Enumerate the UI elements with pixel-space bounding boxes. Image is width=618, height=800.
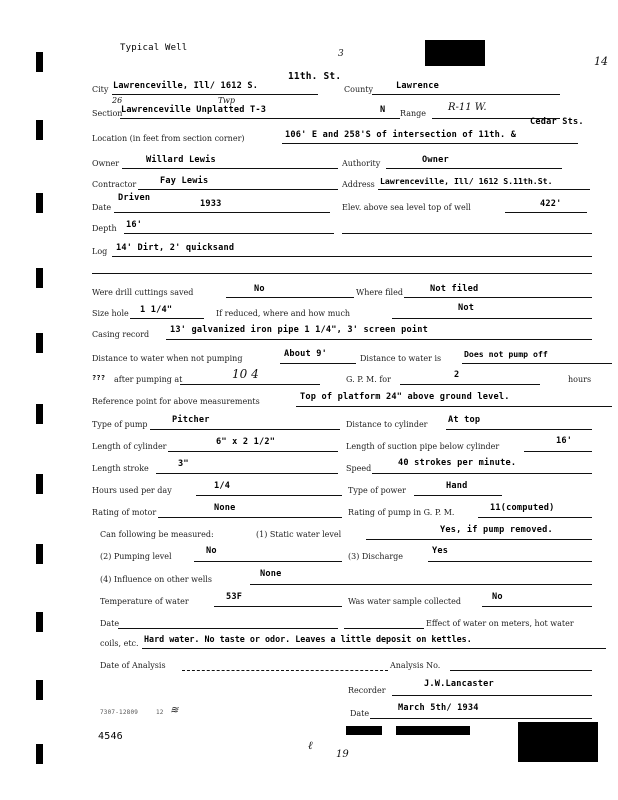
coils-label: coils, etc.: [100, 639, 139, 648]
city-value: Lawrenceville, Ill/ 1612 S.: [113, 81, 259, 91]
influence-label: (4) Influence on other wells: [100, 575, 212, 584]
pump-type-value: Pitcher: [172, 415, 210, 425]
cylinder-length-label: Length of cylinder: [92, 442, 167, 451]
dist-cylinder-value: At top: [448, 415, 481, 425]
redaction-block: [425, 40, 485, 66]
reduced-label: If reduced, where and how much: [216, 309, 351, 318]
dist-pumping-label: Distance to water is: [360, 354, 442, 363]
casing-value: 13' galvanized iron pipe 1 1/4", 3' screen point: [170, 325, 428, 335]
motor-rating-value: None: [214, 503, 236, 513]
section-n: N: [380, 105, 386, 115]
location-value: 106' E and 258'S of intersection of 11th. &: [285, 130, 517, 140]
temperature-value: 53F: [226, 592, 243, 602]
range-label: Range: [400, 109, 426, 118]
log-value: 14' Dirt, 2' quicksand: [116, 243, 235, 253]
section-handwritten: 26: [112, 96, 123, 105]
footer-handwritten: 19: [336, 749, 349, 760]
cylinder-length-value: 6" x 2 1/2": [216, 437, 276, 447]
gpm-label: G. P. M. for: [346, 375, 391, 384]
gpm-value: 2: [454, 370, 460, 380]
handwritten-page-number: 14: [594, 55, 608, 68]
margin-mark: [36, 52, 43, 72]
margin-mark: [36, 333, 43, 353]
discharge-value: Yes: [432, 546, 449, 556]
county-value: Lawrence: [396, 81, 439, 91]
speed-value: 40 strokes per minute.: [398, 458, 517, 468]
recorder-value: J.W.Lancaster: [424, 679, 494, 689]
cuttings-label: Were drill cuttings saved: [92, 288, 194, 297]
margin-mark: [36, 612, 43, 632]
static-level-value: Yes, if pump removed.: [440, 525, 553, 535]
hours-label: hours: [568, 375, 592, 384]
contractor-label: Contractor: [92, 180, 137, 189]
margin-mark: [36, 120, 43, 140]
authority-label: Authority: [342, 159, 381, 168]
pumping-level-label: (2) Pumping level: [100, 552, 172, 561]
margin-mark: [36, 474, 43, 494]
margin-mark: [36, 544, 43, 564]
power-type-label: Type of power: [348, 486, 406, 495]
location-extra: Cedar Sts.: [530, 117, 584, 127]
temperature-label: Temperature of water: [100, 597, 189, 606]
static-level-label: (1) Static water level: [256, 530, 342, 539]
pumping-level-value: No: [206, 546, 217, 556]
margin-mark: [36, 268, 43, 288]
measured-label: Can following be measured:: [100, 530, 214, 539]
address-label: Address: [342, 180, 375, 189]
dist-cylinder-label: Distance to cylinder: [346, 420, 428, 429]
final-date-label: Date: [350, 709, 370, 718]
sample-label: Was water sample collected: [348, 597, 461, 606]
analysis-date-label: Date of Analysis: [100, 661, 166, 670]
section-label: Section: [92, 109, 123, 118]
margin-mark: [36, 193, 43, 213]
sample-value: No: [492, 592, 503, 602]
coils-value: Hard water. No taste or odor. Leaves a little deposit on kettles.: [144, 634, 472, 644]
hours-per-day-label: Hours used per day: [92, 486, 172, 495]
filed-value: Not filed: [430, 284, 479, 294]
handwritten-mark: 3: [338, 49, 344, 59]
form-title: Typical Well: [120, 43, 188, 53]
date-value: 1933: [200, 199, 222, 209]
log-label: Log: [92, 247, 108, 256]
twp-handwritten: Twp: [218, 96, 236, 105]
address-value: Lawrenceville, Ill/ 1612 S.11th.St.: [380, 176, 553, 186]
city-label: City: [92, 85, 109, 94]
record-number: 4546: [98, 731, 123, 742]
recorder-label: Recorder: [348, 686, 386, 695]
effect-label: Effect of water on meters, hot water: [426, 619, 574, 628]
analysis-number-label: Analysis No.: [390, 661, 441, 670]
elevation-value: 422': [540, 199, 562, 209]
footer-tick-icon: ℓ: [308, 739, 313, 752]
date-label: Date: [92, 203, 112, 212]
after-prefix: ???: [92, 374, 106, 382]
redaction-block: [396, 726, 470, 735]
depth-value: 16': [126, 220, 143, 230]
hours-per-day-value: 1/4: [214, 481, 231, 491]
owner-value: Willard Lewis: [146, 155, 216, 165]
size-value: 1 1/4": [140, 305, 173, 315]
dist-not-pumping-label: Distance to water when not pumping: [92, 354, 243, 363]
street-value: 11th. St.: [288, 71, 342, 82]
dist-not-pumping-value: About 9': [284, 349, 327, 359]
final-date-value: March 5th/ 1934: [398, 703, 479, 713]
elevation-label: Elev. above sea level top of well: [342, 203, 471, 212]
location-label: Location (in feet from section corner): [92, 134, 245, 143]
depth-label: Depth: [92, 224, 117, 233]
print-stamp: 12: [156, 709, 164, 716]
contractor-value: Fay Lewis: [160, 176, 209, 186]
redaction-block: [346, 726, 382, 735]
date-driven: Driven: [118, 193, 151, 203]
county-label: County: [344, 85, 373, 94]
motor-rating-label: Rating of motor: [92, 508, 157, 517]
pump-type-label: Type of pump: [92, 420, 148, 429]
filed-label: Where filed: [356, 288, 403, 297]
casing-label: Casing record: [92, 330, 150, 339]
owner-label: Owner: [92, 159, 120, 168]
print-code: 7307-12809: [100, 709, 139, 716]
stamp-scribble-icon: ≋: [170, 705, 179, 716]
pump-rating-value: 11(computed): [490, 503, 555, 513]
speed-label: Speed: [346, 464, 372, 473]
reference-value: Top of platform 24" above ground level.: [300, 392, 510, 402]
margin-mark: [36, 744, 43, 764]
discharge-label: (3) Discharge: [348, 552, 404, 561]
range-value: R-11 W.: [448, 102, 487, 113]
section-value: Lawrenceville Unplatted T-3: [121, 105, 267, 115]
cuttings-value: No: [254, 284, 265, 294]
reference-label: Reference point for above measurements: [92, 397, 260, 406]
authority-value: Owner: [422, 155, 449, 165]
suction-label: Length of suction pipe below cylinder: [346, 442, 500, 451]
date-sample-label: Date: [100, 619, 120, 628]
pump-rating-label: Rating of pump in G. P. M.: [348, 508, 455, 517]
size-label: Size hole: [92, 309, 129, 318]
reduced-value: Not: [458, 303, 475, 313]
suction-value: 16': [556, 436, 573, 446]
after-value: 10 4: [232, 367, 259, 381]
dist-pumping-value: Does not pump off: [464, 349, 548, 359]
redaction-block: [518, 722, 598, 762]
power-type-value: Hand: [446, 481, 468, 491]
margin-mark: [36, 680, 43, 700]
after-label: after pumping at: [114, 375, 183, 384]
stroke-label: Length stroke: [92, 464, 149, 473]
influence-value: None: [260, 569, 282, 579]
margin-mark: [36, 404, 43, 424]
stroke-value: 3": [178, 459, 189, 469]
